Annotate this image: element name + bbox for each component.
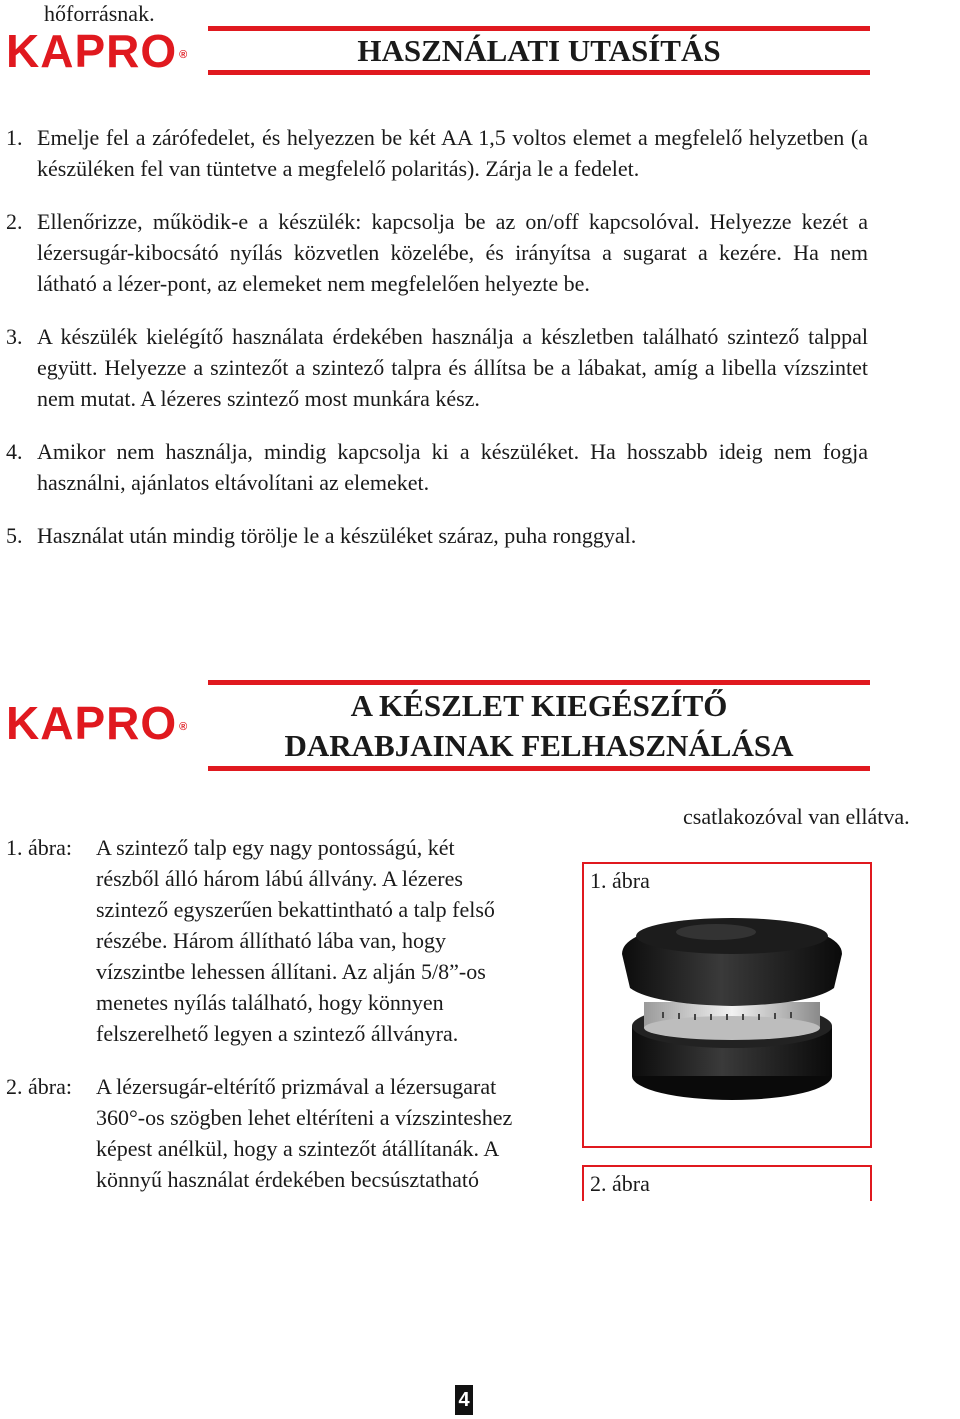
kapro-logo: KAPRO ® bbox=[6, 697, 189, 749]
figure-description bbox=[6, 832, 566, 1049]
step-text: Ellenőrizze, működik-e a készülék: kapcsolja be az on/off kapcsolóval. Helyezze kezét a lézersugár-kibocsátó nyílás közvetlen közelébe, és irányítsa a sugarat a kezére. Ha nem látható a lézer-pont, az elemeket nem megfelelően helyezte be. bbox=[37, 209, 868, 296]
figure-1-caption: 1. ábra bbox=[590, 868, 650, 893]
page-number: 4 bbox=[455, 1385, 473, 1415]
figure-label: 1. ábra: bbox=[6, 835, 72, 860]
kapro-logo: KAPRO ® bbox=[6, 25, 189, 77]
step-text: Amikor nem használja, mindig kapcsolja ki a készüléket. Ha hosszabb ideig nem fogja használni, ajánlatos eltávolítani az elemeket. bbox=[37, 439, 868, 495]
header-rule-top bbox=[208, 26, 870, 31]
step-number: 1. bbox=[6, 125, 23, 150]
instruction-step bbox=[6, 436, 868, 498]
step-number: 4. bbox=[6, 439, 23, 464]
step-number: 2. bbox=[6, 209, 23, 234]
step-text: Emelje fel a zárófedelet, és helyezzen be két AA 1,5 voltos elemet a megfelelő helyzetben (a készüléken fel van tüntetve a megfelelő polaritás). Zárja le a fedelet. bbox=[37, 125, 868, 181]
instruction-step bbox=[6, 321, 868, 414]
instruction-step bbox=[6, 520, 868, 551]
step-text: A készülék kielégítő használata érdekében használja a készletben található szintező talppal együtt. Helyezze a szintezőt a szintező talpra és állítsa be a lábakat, amíg a libella vízszintet nem mutat. A lézeres szintező most munkára kész. bbox=[37, 324, 868, 411]
section-title-line: DARABJAINAK FELHASZNÁLÁSA bbox=[284, 728, 794, 763]
section-title-accessories bbox=[208, 686, 870, 766]
instruction-step bbox=[6, 206, 868, 299]
step-text: Használat után mindig törölje le a készüléket száraz, puha ronggyal. bbox=[37, 523, 637, 548]
step-number: 5. bbox=[6, 523, 23, 548]
section-title-instructions: HASZNÁLATI UTASÍTÁS bbox=[357, 33, 721, 68]
instruction-step bbox=[6, 122, 868, 184]
continued-text-fragment: hőforrásnak. bbox=[44, 1, 155, 26]
leveling-base-image bbox=[612, 906, 852, 1106]
instruction-steps bbox=[6, 122, 868, 573]
figure-description bbox=[6, 1071, 566, 1195]
figure-text: A lézersugár-eltérítő prizmával a lézersugarat 360°-os szögben lehet eltéríteni a vízszinteshez képest anélkül, hogy a szintezőt átállítanák. A könnyű használat érdekében becsúsztatható bbox=[96, 1074, 513, 1192]
section-title-line: A KÉSZLET KIEGÉSZÍTŐ bbox=[350, 688, 728, 723]
figure-descriptions bbox=[6, 832, 566, 1217]
step-number: 3. bbox=[6, 324, 23, 349]
header-rule-bottom bbox=[208, 766, 870, 771]
header-rule-bottom bbox=[208, 70, 870, 75]
header-rule-top bbox=[208, 680, 870, 685]
figure-2-caption: 2. ábra bbox=[590, 1171, 650, 1196]
figure-label: 2. ábra: bbox=[6, 1074, 72, 1099]
continued-text: csatlakozóval van ellátva. bbox=[683, 804, 910, 829]
figure-text: A szintező talp egy nagy pontosságú, két részből álló három lábú állvány. A lézeres szintező egyszerűen bekattintható a talp felső részébe. Három állítható lába van, hogy vízszintbe lehessen állítani. Az alján 5/8”-os menetes nyílás található, hogy könnyen felszerelhető legyen a szintező állványra. bbox=[96, 835, 495, 1046]
